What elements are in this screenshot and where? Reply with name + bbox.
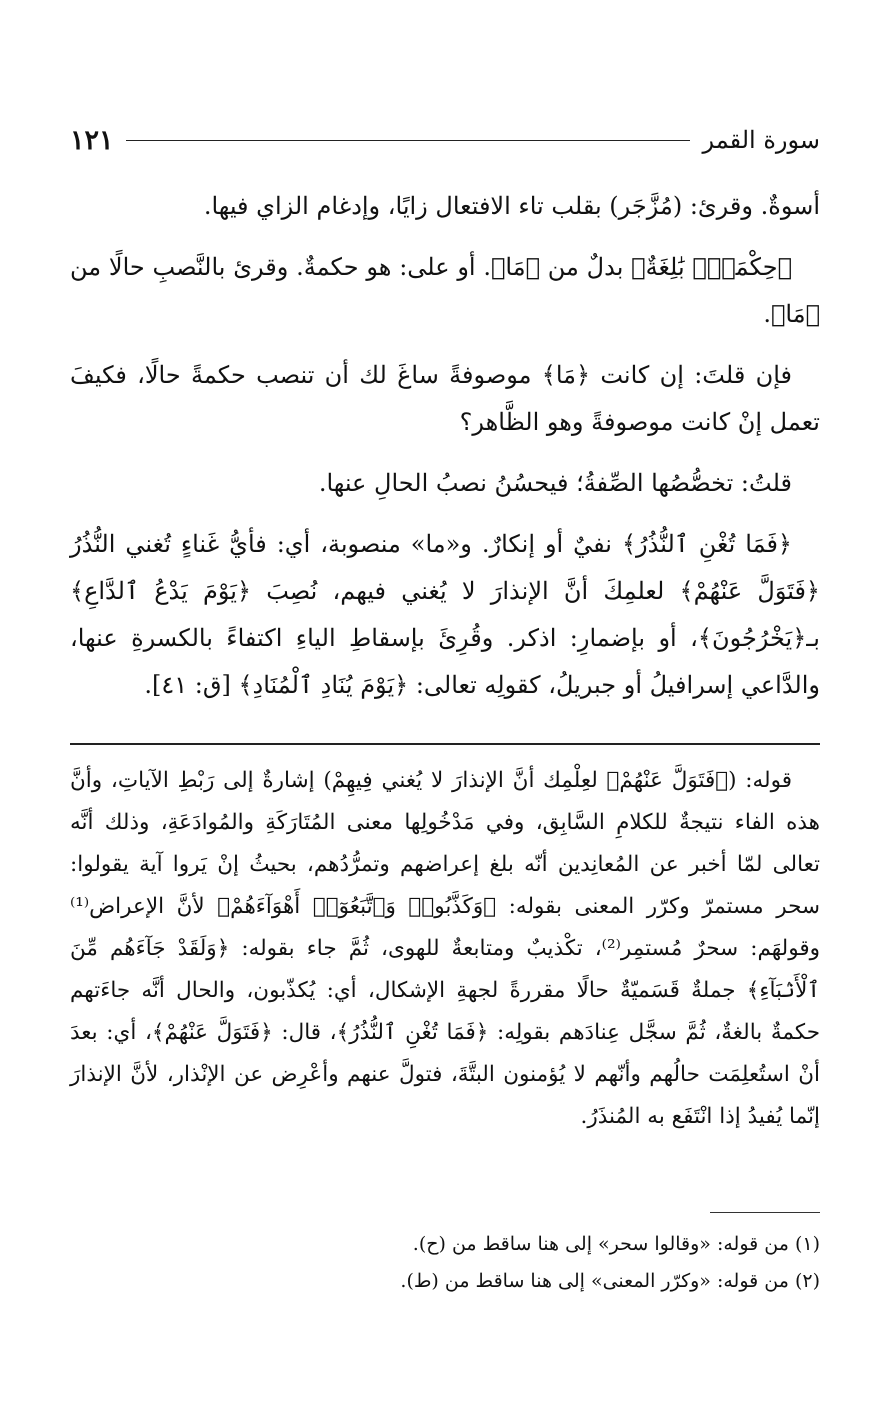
header-rule [126,140,691,141]
book-page [70,0,820,1420]
main-commentary [70,183,820,723]
gloss-paragraph: قوله: (﴿فَتَوَلَّ عَنْهُمْ﴾ لعِلْمِك أنَّ الإنذارَ لا يُغني فِيهِمْ) إشارةٌ إلى رَبْطِ الآياتِ، وأنَّ هذه الفاء نتيجةٌ للكلامِ السَّابِق، وفي مَدْخُولِها معنى المُتَارَكَةِ والمُوادَعَةِ، وذلك أنَّه تعالى لمّا أخبر عن المُعانِدين أنّه بلغ إعراضهم وتمرُّدُهم، بحيثُ إنْ يَروا آية يقولوا: سحر مستمرّ وكرّر المعنى بقوله: ﴿وَكَذَّبُوا۟ وَٱتَّبَعُوٓا۟ أَهْوَآءَهُمْ﴾ لأنَّ الإعراض⁽¹⁾ وقولهَم: سحرٌ مُستمِر⁽²⁾، تكْذيبٌ ومتابعةٌ للهوى، ثُمَّ جاء بقوله: ﴿وَلَقَدْ جَآءَهُم مِّنَ ٱلْأَنۢبَآءِ﴾ جملةٌ قَسَميّةٌ حالًا مقررةً لجهةِ الإشكال، أي: يُكذّبون، والحال أنَّه جاءَتهم حكمةٌ بالغةٌ، ثُمَّ سجَّل عِنادَهم بقولِه: ﴿فَمَا تُغْنِ ٱلنُّذُرُ﴾، قال: ﴿فَتَوَلَّ عَنْهُمْ﴾، أي: بعدَ أنْ استُعلِمَت حالُهم وأنّهم لا يُؤمنون البتَّةَ، فتولَّ عنهم وأعْرِض عن الإنْذار، لأنَّ الإنذارَ إنّما يُفيدُ إذا انْتَفَع به المُنذَرُ. [70,768,820,1129]
sura-name: سورة القمر [702,126,820,154]
commentary-paragraph: فإن قلتَ: إن كانت ﴿مَا﴾ موصوفةً ساغَ لك أن تنصب حكمةً حالًا، فكيفَ تعمل إنْ كانت موصوفةً وهو الظَّاهر؟ [70,361,820,436]
commentary-paragraph: قلتُ: تخصُّصُها الصِّفةُ؛ فيحسُنُ نصبُ الحالِ عنها. [318,469,792,497]
section-divider [70,743,820,745]
footnote-divider [710,1212,820,1213]
commentary-paragraph: ﴿فَمَا تُغْنِ ٱلنُّذُرُ﴾ نفيٌ أو إنكارٌ. و«ما» منصوبة، أي: فأيُّ غَناءٍ تُغني النُّذُرُ ﴿فَتَوَلَّ عَنْهُمْ﴾ لعلمِكَ أنَّ الإنذارَ لا يُغني فيهم، نُصِبَ ﴿يَوْمَ يَدْعُ ٱلدَّاعِ﴾ بـ﴿يَخْرُجُونَ﴾، أو بإضمارِ: اذكر. وقُرِئَ بإسقاطِ الياءِ اكتفاءً بالكسرةِ عنها، والدَّاعي إسرافيلُ أو جبريلُ، كقولِه تعالى: ﴿يَوْمَ يُنَادِ ٱلْمُنَادِ﴾ [ق: ٤١]. [70,530,820,699]
footnote: (٢) من قوله: «وكرّر المعنى» إلى هنا ساقط من (ط). [400,1270,820,1292]
gloss-commentary [70,760,820,1138]
page-number: ١٢١ [70,124,114,156]
running-header [70,120,820,160]
commentary-paragraph: ﴿حِكْمَةٌۢ بَٰلِغَةٌ﴾ بدلٌ من ﴿مَا﴾. أو على: هو حكمةٌ. وقرئ بالنَّصبِ حالًا من ﴿مَا﴾. [70,253,820,328]
footnotes [70,1226,820,1300]
footnote: (١) من قوله: «وقالوا سحر» إلى هنا ساقط من (ح). [412,1233,820,1255]
commentary-paragraph: أسوةٌ. وقرئ: (مُزَّجَر) بقلب تاء الافتعال زايًا، وإدغام الزاي فيها. [203,192,820,220]
